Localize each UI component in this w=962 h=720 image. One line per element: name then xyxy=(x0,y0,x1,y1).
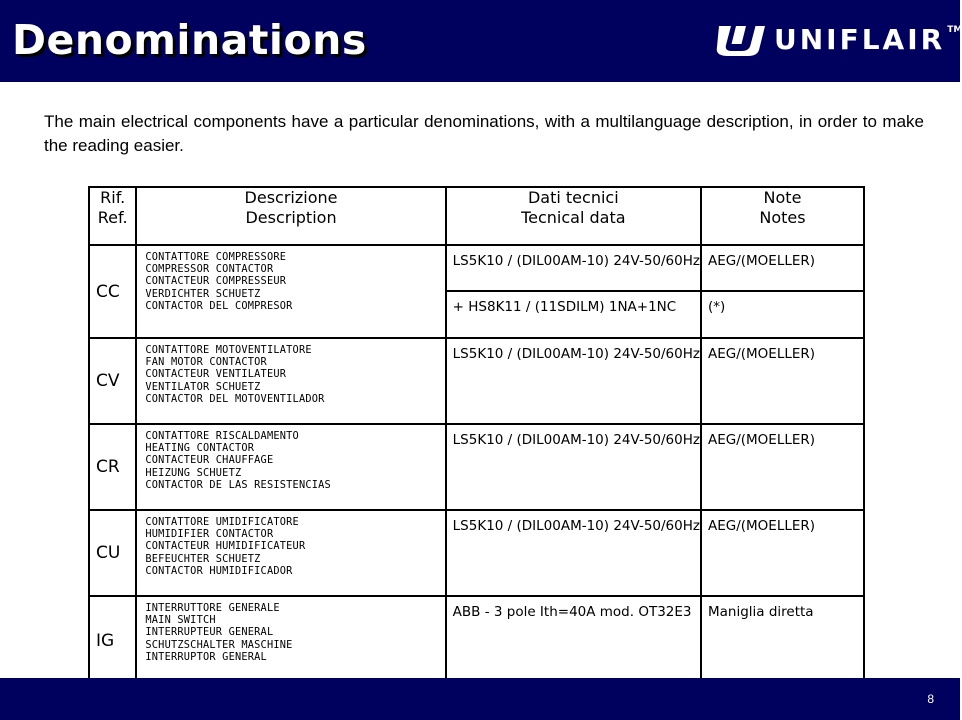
table-row xyxy=(89,424,864,510)
table-row xyxy=(89,245,864,291)
header-notes-en: Notes xyxy=(759,208,806,227)
header-ref xyxy=(89,187,136,245)
denominations-table xyxy=(88,186,865,686)
notes-cell: AEG/(MOELLER) xyxy=(701,424,864,510)
description-line: BEFEUCHTER SCHUETZ xyxy=(145,552,261,565)
description-line: COMPRESSOR CONTACTOR xyxy=(145,263,274,276)
brand-logo xyxy=(716,23,962,57)
description-cell xyxy=(136,596,445,685)
notes-cell: AEG/(MOELLER) xyxy=(701,510,864,596)
technical-data-cell: LS5K10 / (DIL00AM-10) 24V-50/60Hz xyxy=(446,245,701,291)
technical-data-cell: LS5K10 / (DIL00AM-10) 24V-50/60Hz xyxy=(446,424,701,510)
description-cell xyxy=(136,338,445,424)
technical-data-cell: LS5K10 / (DIL00AM-10) 24V-50/60Hz xyxy=(446,338,701,424)
table-row xyxy=(89,338,864,424)
description-cell xyxy=(136,510,445,596)
description-line: CONTACTOR DEL MOTOVENTILADOR xyxy=(145,392,325,405)
intro-paragraph: The main electrical components have a particular denominations, with a multilanguage description, in order to make the reading easier. xyxy=(44,112,924,155)
description-line: VENTILATOR SCHUETZ xyxy=(145,380,261,393)
header-notes-it: Note xyxy=(763,188,802,207)
page-number: 8 xyxy=(927,692,934,706)
notes-cell: AEG/(MOELLER) xyxy=(701,338,864,424)
uniflair-logo-icon xyxy=(716,23,766,57)
ref-code: CR xyxy=(89,424,136,510)
description-line: CONTATTORE MOTOVENTILATORE xyxy=(145,344,312,356)
description-cell xyxy=(136,424,445,510)
description-line: VERDICHTER SCHUETZ xyxy=(145,287,261,300)
notes-cell: Maniglia diretta xyxy=(701,596,864,685)
technical-data-cell: + HS8K11 / (11SDILM) 1NA+1NC xyxy=(446,291,701,338)
header-notes xyxy=(701,187,864,245)
table-row xyxy=(89,596,864,685)
description-line: MAIN SWITCH xyxy=(145,614,216,627)
header-technical-data-en: Tecnical data xyxy=(521,208,626,227)
header-ref-en: Ref. xyxy=(97,208,128,227)
description-line: FAN MOTOR CONTACTOR xyxy=(145,356,267,369)
description-line: HEIZUNG SCHUETZ xyxy=(145,466,242,479)
description-line: INTERRUPTOR GENERAL xyxy=(145,650,267,663)
notes-cell: (*) xyxy=(701,291,864,338)
brand-name: UNIFLAIR xyxy=(774,23,946,56)
description-line: CONTACTEUR VENTILATEUR xyxy=(145,368,287,381)
ref-code: CU xyxy=(89,510,136,596)
table-header-row xyxy=(89,187,864,245)
header-ref-it: Rif. xyxy=(100,188,126,207)
header-technical-data xyxy=(446,187,701,245)
ref-code: CC xyxy=(89,245,136,338)
header-description-it: Descrizione xyxy=(244,188,338,207)
ref-code: IG xyxy=(89,596,136,685)
title-bar xyxy=(0,0,960,82)
technical-data-cell: ABB - 3 pole Ith=40A mod. OT32E3 xyxy=(446,596,701,685)
description-line: CONTACTOR HUMIDIFICADOR xyxy=(145,564,293,577)
description-line: INTERRUTTORE GENERALE xyxy=(145,602,280,614)
description-line: INTERRUPTEUR GENERAL xyxy=(145,626,274,639)
description-line: CONTATTORE UMIDIFICATORE xyxy=(145,516,299,528)
description-line: HUMIDIFIER CONTACTOR xyxy=(145,528,274,541)
description-line: CONTATTORE RISCALDAMENTO xyxy=(145,430,299,442)
description-cell xyxy=(136,245,445,338)
technical-data-cell: LS5K10 / (DIL00AM-10) 24V-50/60Hz xyxy=(446,510,701,596)
header-description-en: Description xyxy=(245,208,337,227)
footer-bar xyxy=(0,678,960,720)
description-line: HEATING CONTACTOR xyxy=(145,442,255,455)
page-title: Denominations xyxy=(12,16,367,64)
description-line: SCHUTZSCHALTER MASCHINE xyxy=(145,638,293,651)
notes-cell: AEG/(MOELLER) xyxy=(701,245,864,291)
header-description xyxy=(136,187,445,245)
trademark-mark: TM xyxy=(947,25,962,35)
header-technical-data-it: Dati tecnici xyxy=(527,188,619,207)
description-line: CONTACTEUR COMPRESSEUR xyxy=(145,275,287,288)
description-line: CONTACTOR DE LAS RESISTENCIAS xyxy=(145,478,331,491)
ref-code: CV xyxy=(89,338,136,424)
description-line: CONTACTEUR CHAUFFAGE xyxy=(145,454,274,467)
table-row xyxy=(89,510,864,596)
description-line: CONTACTOR DEL COMPRESOR xyxy=(145,299,293,312)
description-line: CONTATTORE COMPRESSORE xyxy=(145,251,287,263)
description-line: CONTACTEUR HUMIDIFICATEUR xyxy=(145,540,306,553)
